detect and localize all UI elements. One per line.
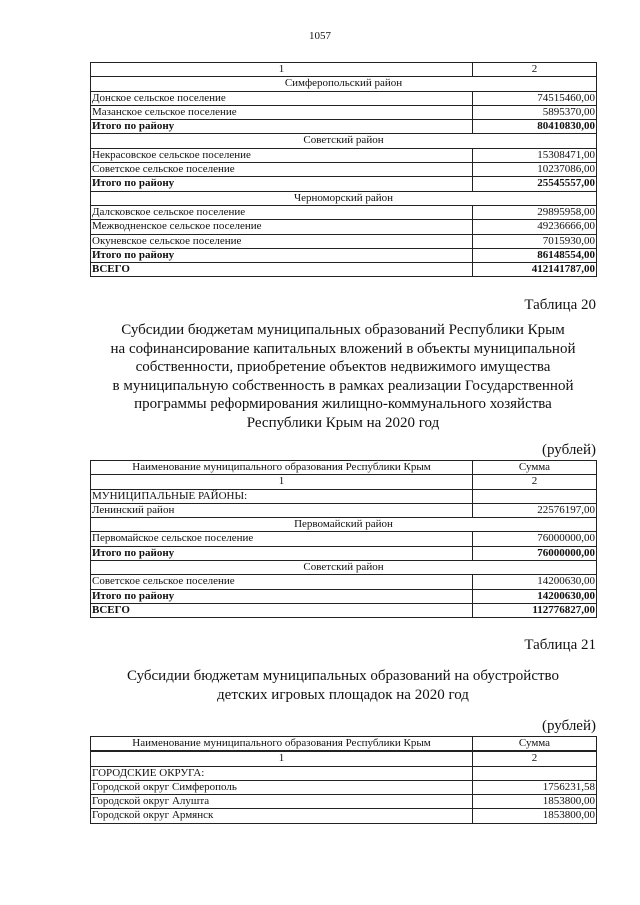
total-label: Итого по району <box>91 546 473 560</box>
group-label: ГОРОДСКИЕ ОКРУГА: <box>91 766 473 780</box>
grand-total-label: ВСЕГО <box>91 603 473 617</box>
group-label-row <box>91 489 597 503</box>
caption-line: собственности, приобретение объектов недвижимого имущества <box>135 359 551 375</box>
caption-line: на софинансирование капитальных вложений в объекты муниципальной <box>110 340 576 357</box>
district-total-row <box>91 177 597 191</box>
amount: 7015930,00 <box>473 234 597 248</box>
total-amount: 25545557,00 <box>473 177 597 191</box>
column-number-row <box>91 751 597 766</box>
caption-line: Субсидии бюджетам муниципальных образований на обустройство <box>126 668 560 684</box>
settlement-name: Далсковское сельское поселение <box>91 205 473 219</box>
district-name: Первомайский район <box>91 518 597 532</box>
amount: 74515460,00 <box>473 91 597 105</box>
table-21 <box>90 736 597 824</box>
col-number-2: 2 <box>473 63 597 77</box>
column-number-row <box>91 63 597 77</box>
col-number-2: 2 <box>473 751 597 766</box>
table-row <box>91 532 597 546</box>
settlement-name: Мазанское сельское поселение <box>91 105 473 119</box>
col-number-1: 1 <box>91 63 473 77</box>
amount: 22576197,00 <box>473 503 597 517</box>
settlement-name: Донское сельское поселение <box>91 91 473 105</box>
col-number-2: 2 <box>473 475 597 489</box>
header-row <box>91 461 597 475</box>
district-total-row <box>91 248 597 262</box>
table-row <box>91 163 597 177</box>
district-header-row <box>91 518 597 532</box>
table-21-caption <box>90 667 596 704</box>
settlement-name: Межводненское сельское поселение <box>91 220 473 234</box>
caption-line: в муниципальную собственность в рамках реализации Государственной <box>112 377 574 394</box>
total-label: Итого по району <box>91 589 473 603</box>
table-20-unit: (рублей) <box>541 442 596 458</box>
district-name: Симферопольский район <box>91 77 597 91</box>
grand-total-label: ВСЕГО <box>91 263 473 277</box>
district-header-row <box>91 191 597 205</box>
column-number-row <box>91 475 597 489</box>
settlement-name: Советское сельское поселение <box>91 575 473 589</box>
amount: 1853800,00 <box>473 809 597 823</box>
settlement-name: Некрасовское сельское поселение <box>91 148 473 162</box>
amount: 1756231,58 <box>473 780 597 794</box>
district-name: Советский район <box>91 134 597 148</box>
settlement-name: Советское сельское поселение <box>91 163 473 177</box>
col-number-1: 1 <box>91 751 473 766</box>
table-row <box>91 220 597 234</box>
table-20-caption <box>90 321 596 432</box>
empty-cell <box>473 489 597 503</box>
table-21-unit: (рублей) <box>541 718 596 734</box>
city-district-name: Городской округ Симферополь <box>91 780 473 794</box>
table-21-label: Таблица 21 <box>524 637 596 653</box>
col-number-1: 1 <box>91 475 473 489</box>
city-district-name: Городской округ Алушта <box>91 795 473 809</box>
table-row <box>91 575 597 589</box>
city-district-name: Городской округ Армянск <box>91 809 473 823</box>
district-total-row <box>91 546 597 560</box>
amount: 29895958,00 <box>473 205 597 219</box>
amount: 1853800,00 <box>473 795 597 809</box>
amount: 14200630,00 <box>473 575 597 589</box>
table-row <box>91 105 597 119</box>
page-number: 1057 <box>309 30 331 42</box>
header-amount: Сумма <box>473 461 597 475</box>
caption-line: Республики Крым на 2020 год <box>246 414 440 431</box>
header-name: Наименование муниципального образования Республики Крым <box>91 737 473 752</box>
grand-total-amount: 112776827,00 <box>473 603 597 617</box>
district-name: Черноморский район <box>91 191 597 205</box>
header-name: Наименование муниципального образования Республики Крым <box>91 461 473 475</box>
amount: 15308471,00 <box>473 148 597 162</box>
table-20 <box>90 460 597 618</box>
header-amount: Сумма <box>473 737 597 752</box>
amount: 10237086,00 <box>473 163 597 177</box>
total-amount: 86148554,00 <box>473 248 597 262</box>
total-label: Итого по району <box>91 120 473 134</box>
group-label: МУНИЦИПАЛЬНЫЕ РАЙОНЫ: <box>91 489 473 503</box>
grand-total-row <box>91 603 597 617</box>
total-amount: 80410830,00 <box>473 120 597 134</box>
district-total-row <box>91 589 597 603</box>
caption-line: программы реформирования жилищно-коммунального хозяйства <box>134 396 552 412</box>
amount: 49236666,00 <box>473 220 597 234</box>
district-total-row <box>91 120 597 134</box>
district-header-row <box>91 134 597 148</box>
total-amount: 14200630,00 <box>473 589 597 603</box>
caption-line: детских игровых площадок на 2020 год <box>217 686 469 703</box>
table-19-continued <box>90 62 597 277</box>
table-row <box>91 91 597 105</box>
district-name: Ленинский район <box>91 503 473 517</box>
district-header-row <box>91 77 597 91</box>
table-row <box>91 809 597 823</box>
table-row <box>91 234 597 248</box>
total-label: Итого по району <box>91 177 473 191</box>
caption-line: Субсидии бюджетам муниципальных образований Республики Крым <box>121 322 565 338</box>
total-label: Итого по району <box>91 248 473 262</box>
table-row <box>91 795 597 809</box>
total-amount: 76000000,00 <box>473 546 597 560</box>
amount: 76000000,00 <box>473 532 597 546</box>
table-row <box>91 780 597 794</box>
district-header-row <box>91 561 597 575</box>
settlement-name: Первомайское сельское поселение <box>91 532 473 546</box>
settlement-name: Окуневское сельское поселение <box>91 234 473 248</box>
group-label-row <box>91 766 597 780</box>
table-row <box>91 205 597 219</box>
amount: 5895370,00 <box>473 105 597 119</box>
grand-total-row <box>91 263 597 277</box>
table-row <box>91 503 597 517</box>
table-20-label: Таблица 20 <box>524 297 596 313</box>
header-row <box>91 737 597 752</box>
grand-total-amount: 412141787,00 <box>473 263 597 277</box>
table-row <box>91 148 597 162</box>
empty-cell <box>473 766 597 780</box>
district-name: Советский район <box>91 561 597 575</box>
